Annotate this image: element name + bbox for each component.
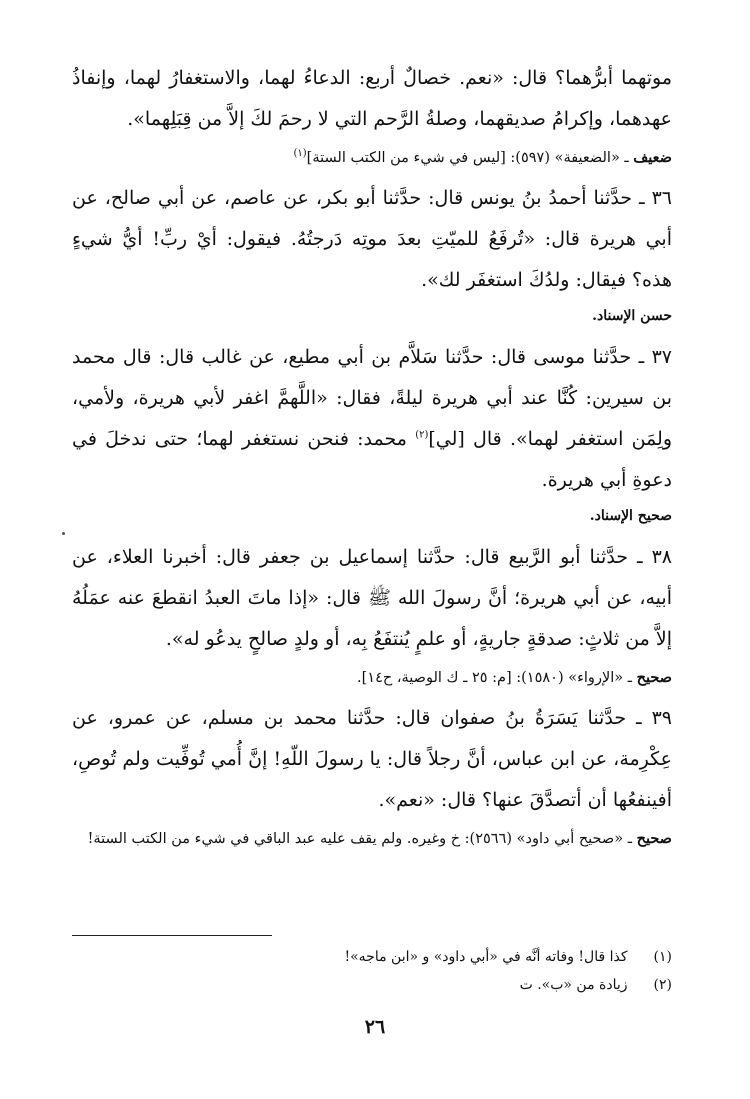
- grade-35: [72, 146, 672, 170]
- footnote-2-number: (٢): [653, 977, 672, 993]
- paragraph-35-end: موتهما أبرُّهما؟ قال: «نعم. خصالٌ أربع: الدعاءُ لهما، والاستغفارُ لهما، وإنفاذُ عهدهما، وإكرامُ صديقهما، وصلةُ الرَّحم التي لا رحمَ لكَ إلاَّ من قِبَلِهما».: [72, 67, 672, 130]
- page-number: ٢٦: [364, 1016, 386, 1038]
- footnote-2: [72, 974, 672, 996]
- footnote-1-number: (١): [653, 949, 672, 965]
- grade-39: [72, 827, 672, 851]
- grade-35-label: ضعيف: [633, 149, 672, 166]
- footnote-2-text: زيادة من «ب». ت: [519, 977, 628, 993]
- print-speck: [62, 532, 65, 535]
- grade-38-label: صحيح: [636, 669, 672, 686]
- footnote-mark-1: (١): [293, 148, 307, 160]
- footnote-1-text: كذا قال! وفاته أنَّه في «أبي داود» و «ابن ماجه»!: [344, 949, 628, 965]
- hadith-37-text: ٣٧ ـ حدَّثنا موسى قال: حدَّثنا سَلاَّم بن أبي مطيع، عن غالب قال: قال محمد بن سيرين: كُنَّا عند أبي هريرة ليلةً، فقال: «اللَّهمَّ اغفر لأبي هريرة، ولأمي، ولِمَن استغفر لهما». قال [لي]: [72, 346, 673, 450]
- hadith-37-tail: محمد: فنحن نستغفر لهما؛ حتى ندخلَ في دعوةِ أبي هريرة.: [72, 428, 672, 491]
- grade-37: صحيح الإسناد.: [589, 508, 672, 524]
- hadith-37: [72, 337, 672, 501]
- grade-38: [72, 666, 672, 690]
- footnote-divider: [72, 935, 272, 936]
- grade-35-text: ـ «الضعيفة» (٥٩٧): [ليس في شيء من الكتب الستة]: [306, 150, 634, 166]
- footnote-mark-2: (٢): [415, 429, 429, 441]
- main-text: [72, 58, 672, 859]
- hadith-38: ٣٨ ـ حدَّثنا أبو الرَّبيع قال: حدَّثنا إسماعيل بن جعفر قال: أخبرنا العلاء، عن أبيه، عن أبي هريرة؛ أنَّ رسولَ الله ﷺ قال: «إذا ماتَ العبدُ انقطعَ عنه عمَلُهُ إلاَّ من ثلاثٍ: صدقةٍ جاريةٍ، أو علمٍ يُنتفَعُ بِه، أو ولدٍ صالحٍ يدعُو له».: [72, 546, 672, 650]
- grade-38-text: ـ «الإرواء» (١٥٨٠): [م: ٢٥ ـ ك الوصية، ح١٤].: [357, 670, 637, 686]
- grade-36: حسن الإسناد.: [592, 308, 672, 324]
- hadith-36: ٣٦ ـ حدَّثنا أحمدُ بنُ يونس قال: حدَّثنا أبو بكر، عن عاصم، عن أبي صالح، عن أبي هريرة قال: «تُرفَعُ للميّتِ بعدَ موتِه دَرجتُهُ. فيقول: أيْ ربِّ! أيُّ شيءٍ هذه؟ فيقال: ولدُكَ استغفَر لك».: [72, 187, 672, 291]
- grade-39-label: صحيح: [636, 830, 672, 847]
- footnote-1: [72, 946, 672, 968]
- hadith-39: ٣٩ ـ حدَّثنا يَسَرَةُ بنُ صفوان قال: حدَّثنا محمد بن مسلم، عن عمرو، عن عِكْرِمة، عن ابن عباس، أنَّ رجلاً قال: يا رسولَ اللّهِ! إنَّ أُمي تُوفِّيت ولم تُوصِ، أفينفعُها أن أتصدَّقَ عنها؟ قال: «نعم».: [72, 707, 672, 811]
- grade-39-text: ـ «صحيح أبي داود» (٢٥٦٦): خ وغيره. ولم يقف عليه عبد الباقي في شيء من الكتب الستة!: [87, 831, 637, 847]
